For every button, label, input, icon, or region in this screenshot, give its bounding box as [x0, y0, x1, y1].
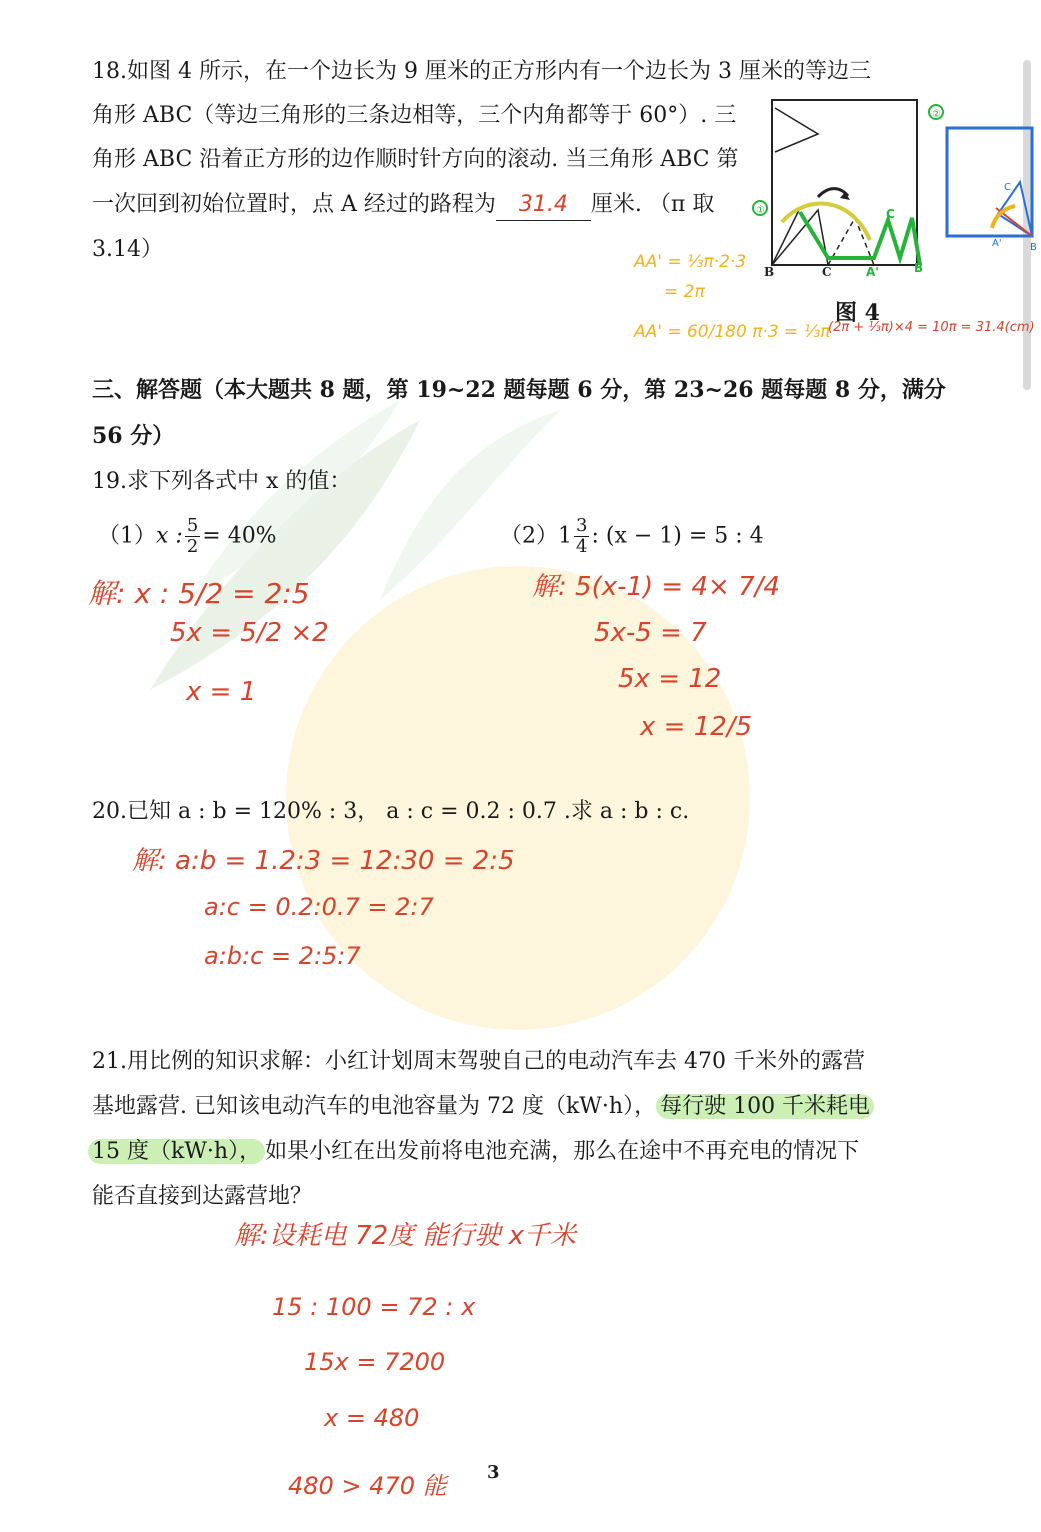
hw-q19-2-line-2: 5x-5 = 7: [594, 618, 707, 648]
figure-label-c-blue: C: [1004, 182, 1011, 193]
q21-line-2: [92, 1092, 874, 1122]
q18-line-1: 18.如图 4 所示，在一个边长为 9 厘米的正方形内有一个边长为 3 厘米的等边三: [92, 59, 871, 84]
section-3-line-1: 三、解答题（本大题共 8 题，第 19~22 题每题 6 分，第 23~26 题每题 8 分，满分: [92, 377, 946, 403]
hw-q21-line-4: x = 480: [324, 1404, 420, 1432]
q19-p1-pre: x :: [156, 523, 183, 549]
q18-answer-blank: [496, 190, 591, 221]
hw-q19-1-line-1: 解: x : 5/2 = 2:5: [88, 577, 310, 610]
hw-q21-line-5: 480 > 470 能: [288, 1472, 447, 1500]
hw-total: (2π + ⅓π)×4 = 10π = 31.4(cm): [828, 320, 1035, 335]
figure-4-caption: 图 4: [835, 300, 880, 326]
hw-arc-1-b: = 2π: [664, 282, 705, 302]
section-3-line-2: 56 分）: [92, 423, 175, 449]
q18-line-2: 角形 ABC（等边三角形的三条边相等，三个内角都等于 60°）. 三: [92, 103, 737, 128]
hw-arc-2: AA' = 60/180 π·3 = ⅓π: [634, 322, 831, 342]
hw-q20-line-3: a:b:c = 2:5:7: [204, 942, 361, 970]
figure-label-b-blue: B: [1030, 242, 1037, 253]
q19-p2-num: 3: [576, 515, 588, 536]
hw-q20-line-2: a:c = 0.2:0.7 = 2:7: [204, 893, 434, 921]
q18-line-4: [92, 190, 714, 221]
q18-line-3: 角形 ABC 沿着正方形的边作顺时针方向的滚动. 当三角形 ABC 第: [92, 147, 739, 172]
figure-4-diagram: [756, 90, 1040, 280]
figure-label-c-green: C: [886, 207, 895, 221]
hw-q21-line-1: 解:设耗电 72度 能行驶 x千米: [234, 1221, 577, 1251]
q18-line-5: 3.14）: [92, 237, 163, 262]
q19-p1-label: （1）: [98, 523, 156, 549]
q20-title: 20.已知 a : b = 120% : 3， a : c = 0.2 : 0.7 .求 a : b : c.: [92, 799, 690, 824]
q19-p2-post: : (x − 1) = 5 : 4: [591, 523, 764, 549]
q21-line-2-pre: 基地露营. 已知该电动汽车的电池容量为 72 度（kW·h），: [92, 1094, 657, 1119]
figure-label-b-green: B: [914, 261, 924, 275]
q19-p1-den: 2: [186, 536, 199, 557]
q21-line-3: [88, 1137, 859, 1167]
q21-highlight-1: 每行驶 100 千米耗电: [656, 1094, 874, 1119]
figure-label-b: B: [764, 265, 775, 279]
hw-q19-2-line-1: 解: 5(x-1) = 4× 7/4: [532, 572, 780, 602]
q19-p1-post: = 40%: [202, 523, 277, 549]
q18-line-4-pre: 一次回到初始位置时，点 A 经过的路程为: [92, 192, 496, 217]
hw-q21-line-2: 15 : 100 = 72 : x: [272, 1293, 476, 1321]
hw-q20-line-1: 解: a:b = 1.2:3 = 12:30 = 2:5: [132, 846, 515, 876]
q19-title: 19.求下列各式中 x 的值：: [92, 469, 352, 494]
q21-line-1: 21.用比例的知识求解：小红计划周末驾驶自己的电动汽车去 470 千米外的露营: [92, 1049, 865, 1074]
q19-p1-num: 5: [186, 515, 199, 536]
hw-q19-1-line-2: 5x = 5/2 ×2: [170, 618, 329, 648]
figure-label-c: C: [822, 265, 832, 279]
q21-line-4: 能否直接到达露营地？: [92, 1184, 313, 1209]
q19-p2-label: （2）: [500, 523, 558, 549]
hw-q19-2-line-3: 5x = 12: [618, 664, 722, 694]
q19-part-2: [500, 516, 764, 557]
figure-label-a-prime-2: A': [992, 238, 1002, 249]
figure-label-a-prime: A': [866, 265, 879, 279]
page-number: 3: [487, 1462, 500, 1483]
q21-line-3-post: 如果小红在出发前将电池充满，那么在途中不再充电的情况下: [265, 1139, 860, 1164]
q18-answer: 31.4: [518, 192, 568, 217]
figure-label-1: ①: [756, 205, 765, 216]
hw-q19-2-line-4: x = 12/5: [640, 712, 753, 742]
q19-p1-fraction: [185, 516, 200, 557]
q19-part-1: [98, 516, 277, 557]
q19-p2-fraction: [574, 516, 589, 557]
hw-q21-line-3: 15x = 7200: [304, 1348, 446, 1376]
q21-highlight-2: 15 度（kW·h），: [88, 1139, 265, 1164]
figure-label-2: ②: [932, 109, 941, 120]
q19-p2-den: 4: [576, 536, 588, 557]
hw-q19-1-line-3: x = 1: [186, 677, 257, 707]
q18-line-4-post: 厘米. （π 取: [590, 192, 715, 217]
hw-arc-1-a: AA' = ⅓π·2·3: [634, 252, 747, 272]
q19-p2-whole: 1: [558, 523, 572, 549]
